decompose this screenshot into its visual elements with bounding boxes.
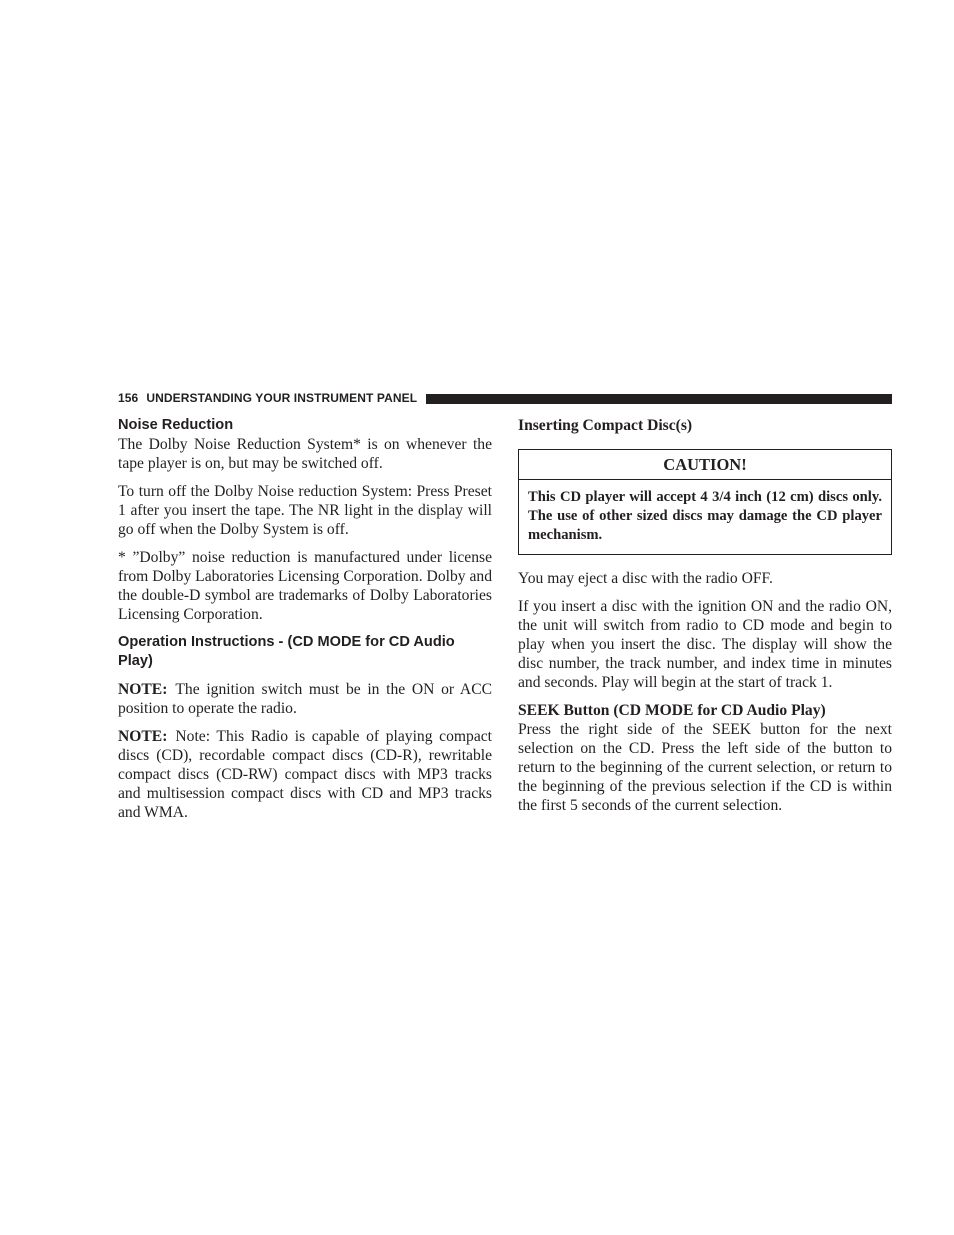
page-header <box>118 389 892 407</box>
eject-paragraph: You may eject a disc with the radio OFF. <box>518 570 773 587</box>
operation-instructions-heading: Operation Instructions - (CD MODE for CD Audio Play) <box>118 634 455 669</box>
noise-paragraph-2: To turn off the Dolby Noise reduction System: Press Preset 1 after you insert the tape. The NR light in the display will go off when the Dolby System is off. <box>118 483 492 538</box>
insert-paragraph: If you insert a disc with the ignition ON and the radio ON, the unit will switch from radio to CD mode and begin to play when you insert the disc. The display will show the disc number, the track number, and index time in minutes and seconds. Play will begin at the start of track 1. <box>518 598 892 691</box>
inserting-discs-heading: Inserting Compact Disc(s) <box>518 417 693 434</box>
dolby-footnote: * ”Dolby” noise reduction is manufactured under license from Dolby Laboratories Licensing Corporation. Dolby and the double-D symbol are trademarks of Dolby Laboratories Licensing Corporation. <box>118 549 492 623</box>
right-column <box>518 416 892 815</box>
caution-text: This CD player will accept 4 3/4 inch (12 cm) discs only. The use of other sized discs may damage the CD player mechanism. <box>528 489 882 543</box>
seek-paragraph: Press the right side of the SEEK button for the next selection on the CD. Press the left side of the button to return to the beginning of the current selection, or return to the beginning of the previous selection if the CD is within the first 5 seconds of the current selection. <box>518 721 892 814</box>
page-number: 156 <box>118 391 139 405</box>
seek-button-heading: SEEK Button (CD MODE for CD Audio Play) <box>518 702 826 719</box>
note-ignition <box>118 680 492 718</box>
caution-title: CAUTION! <box>519 450 891 480</box>
noise-reduction-heading: Noise Reduction <box>118 417 234 433</box>
section-title: UNDERSTANDING YOUR INSTRUMENT PANEL <box>146 391 418 405</box>
note-label: NOTE: <box>118 728 168 745</box>
note-label: NOTE: <box>118 681 168 698</box>
left-column <box>118 416 492 822</box>
caution-box <box>518 449 892 555</box>
noise-paragraph-1: The Dolby Noise Reduction System* is on whenever the tape player is on, but may be switched off. <box>118 436 492 472</box>
note-text: Note: This Radio is capable of playing compact discs (CD), recordable compact discs (CD-R), rewritable compact discs (CD-RW) compact discs with MP3 tracks and multisession compact discs with CD and MP3 tracks and WMA. <box>118 728 492 821</box>
header-rule <box>426 394 892 404</box>
note-disc-types <box>118 727 492 822</box>
note-text: The ignition switch must be in the ON or ACC position to operate the radio. <box>118 681 492 717</box>
